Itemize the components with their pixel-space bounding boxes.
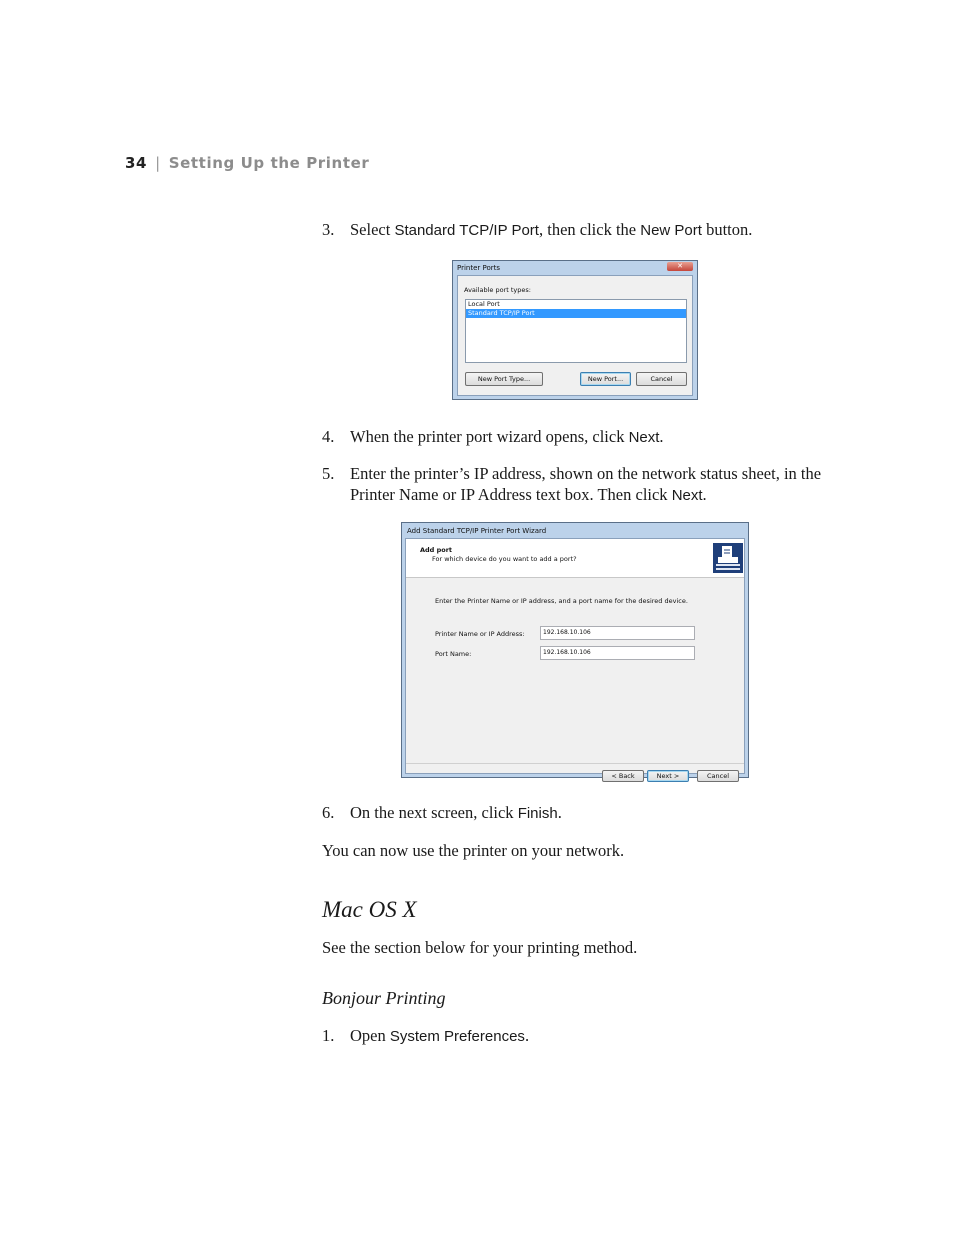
dialog-title: Add Standard TCP/IP Printer Port Wizard (407, 527, 547, 535)
step-number: 1. (322, 1026, 335, 1045)
step-6 (322, 802, 832, 824)
step-text: . (557, 803, 562, 822)
printer-ports-dialog (452, 260, 698, 400)
next-button[interactable]: Next > (647, 770, 689, 782)
printer-wizard-icon (713, 543, 743, 573)
step-text: Select (350, 220, 395, 239)
wizard-instruction: Enter the Printer Name or IP address, and a port name for the desired device. (435, 597, 688, 605)
step-text: . (659, 427, 664, 446)
printer-name-field[interactable]: 192.168.10.106 (540, 626, 695, 640)
printer-name-label: Printer Name or IP Address: (435, 630, 525, 638)
divider (406, 763, 744, 764)
step-text: Enter the printer’s IP address, shown on the network status sheet, in the Printer Name or IP Address text box. Then click (350, 464, 822, 504)
new-port-button[interactable]: New Port... (580, 372, 631, 386)
new-port-type-button[interactable]: New Port Type... (465, 372, 543, 386)
step-text: Open (350, 1026, 390, 1045)
ui-term: Next (671, 487, 703, 504)
list-item[interactable]: Local Port (468, 300, 500, 308)
header-separator: | (155, 154, 161, 172)
step-5 (322, 463, 832, 506)
tcpip-wizard-dialog (401, 522, 749, 778)
section-title: Setting Up the Printer (168, 154, 370, 172)
wizard-heading: Add port (420, 546, 453, 554)
paragraph-network: You can now use the printer on your network. (322, 841, 625, 860)
page-number: 34 (125, 154, 148, 172)
step-text: When the printer port wizard opens, click (350, 427, 629, 446)
step-number: 4. (322, 427, 335, 446)
step-3 (322, 219, 832, 241)
wizard-subheading: For which device do you want to add a port? (432, 555, 577, 563)
step-number: 3. (322, 220, 335, 239)
step-4 (322, 426, 832, 448)
cancel-button[interactable]: Cancel (697, 770, 739, 782)
step-text: On the next screen, click (350, 803, 518, 822)
paragraph-method: See the section below for your printing method. (322, 938, 638, 957)
cancel-button[interactable]: Cancel (636, 372, 687, 386)
step-number: 5. (322, 464, 335, 483)
ui-term: New Port (640, 222, 702, 239)
ui-term: Next (628, 429, 660, 446)
step-text: button. (701, 220, 753, 239)
list-label: Available port types: (464, 286, 531, 294)
ui-term: Standard TCP/IP Port (394, 222, 539, 239)
dialog-title: Printer Ports (457, 264, 501, 272)
ui-term: Finish (517, 805, 558, 822)
step-text: . (524, 1026, 530, 1045)
heading-bonjour-printing: Bonjour Printing (322, 988, 446, 1008)
dialog-client (457, 275, 693, 396)
step-number: 6. (322, 803, 335, 822)
port-name-field[interactable]: 192.168.10.106 (540, 646, 695, 660)
running-header (125, 154, 369, 172)
ui-term: System Preferences (389, 1028, 525, 1045)
port-type-list[interactable] (465, 299, 687, 363)
back-button[interactable]: < Back (602, 770, 644, 782)
step-text: . (702, 485, 707, 504)
heading-mac-os-x: Mac OS X (322, 897, 417, 922)
step-text: , then click the (538, 220, 641, 239)
port-name-label: Port Name: (435, 650, 472, 658)
list-item-selected[interactable]: Standard TCP/IP Port (466, 309, 686, 318)
close-button[interactable]: ✕ (667, 262, 693, 271)
wizard-client (405, 538, 745, 780)
step-1 (322, 1025, 832, 1047)
